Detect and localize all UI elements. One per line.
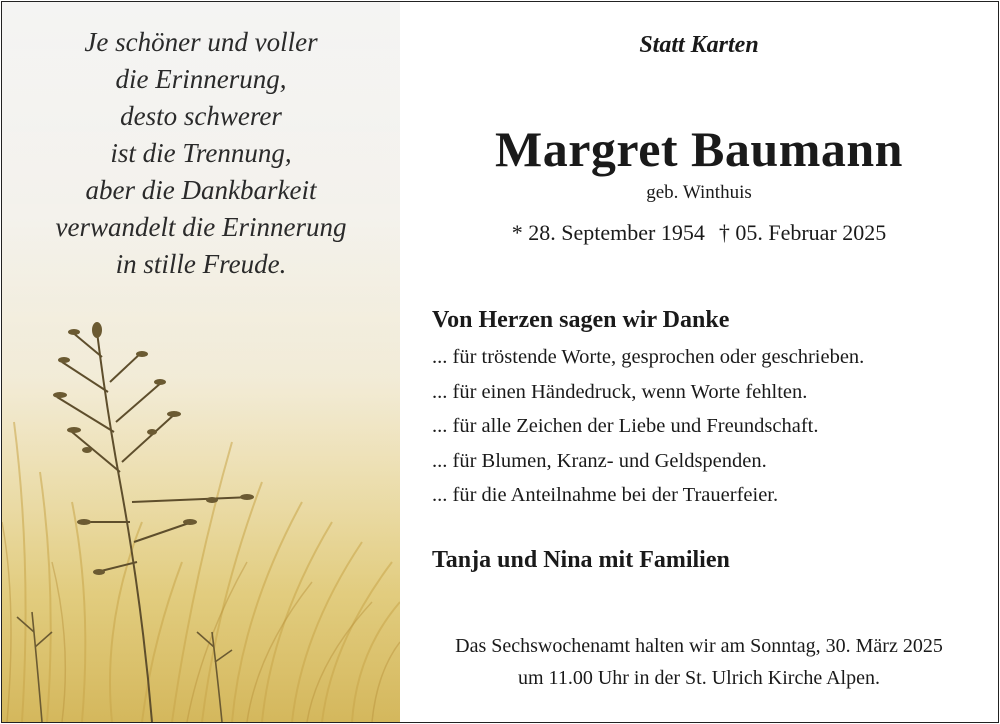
birth-date: * 28. September 1954 — [511, 220, 705, 245]
mass-notice-line: um 11.00 Uhr in der St. Ulrich Kirche Alpen. — [518, 667, 880, 689]
mass-notice — [400, 630, 998, 694]
poem-line: aber die Dankbarkeit — [85, 175, 317, 205]
thanks-line: ... für alle Zeichen der Liebe und Freundschaft. — [432, 415, 819, 437]
thanks-section — [432, 307, 998, 513]
poem-line: ist die Trennung, — [110, 138, 292, 168]
birth-name: geb. Winthuis — [646, 182, 752, 203]
deceased-name: Margret Baumann — [495, 121, 903, 177]
life-dates — [400, 220, 998, 246]
thanks-line: ... für Blumen, Kranz- und Geldspenden. — [432, 449, 767, 472]
poem — [2, 24, 400, 283]
thanks-line: ... für tröstende Worte, gesprochen oder geschrieben. — [432, 346, 865, 368]
obituary-card — [1, 1, 999, 723]
notice-content — [400, 2, 998, 722]
thanks-line: ... für einen Händedruck, wenn Worte fehlten. — [432, 380, 808, 403]
poem-line: Je schöner und voller — [84, 27, 318, 57]
thanks-heading: Von Herzen sagen wir Danke — [432, 307, 730, 333]
family-signature: Tanja und Nina mit Familien — [432, 547, 730, 573]
poem-line: in stille Freude. — [115, 249, 287, 279]
thanks-line: ... für die Anteilnahme bei der Trauerfeier. — [432, 484, 779, 506]
statt-karten-heading: Statt Karten — [639, 32, 759, 58]
death-date: † 05. Februar 2025 — [718, 220, 887, 245]
poem-line: die Erinnerung, — [115, 64, 287, 94]
grass-photo — [2, 2, 400, 722]
poem-line: desto schwerer — [120, 101, 282, 131]
mass-notice-line: Das Sechswochenamt halten wir am Sonntag, 30. März 2025 — [455, 635, 943, 657]
poem-line: verwandelt die Erinnerung — [55, 212, 347, 242]
